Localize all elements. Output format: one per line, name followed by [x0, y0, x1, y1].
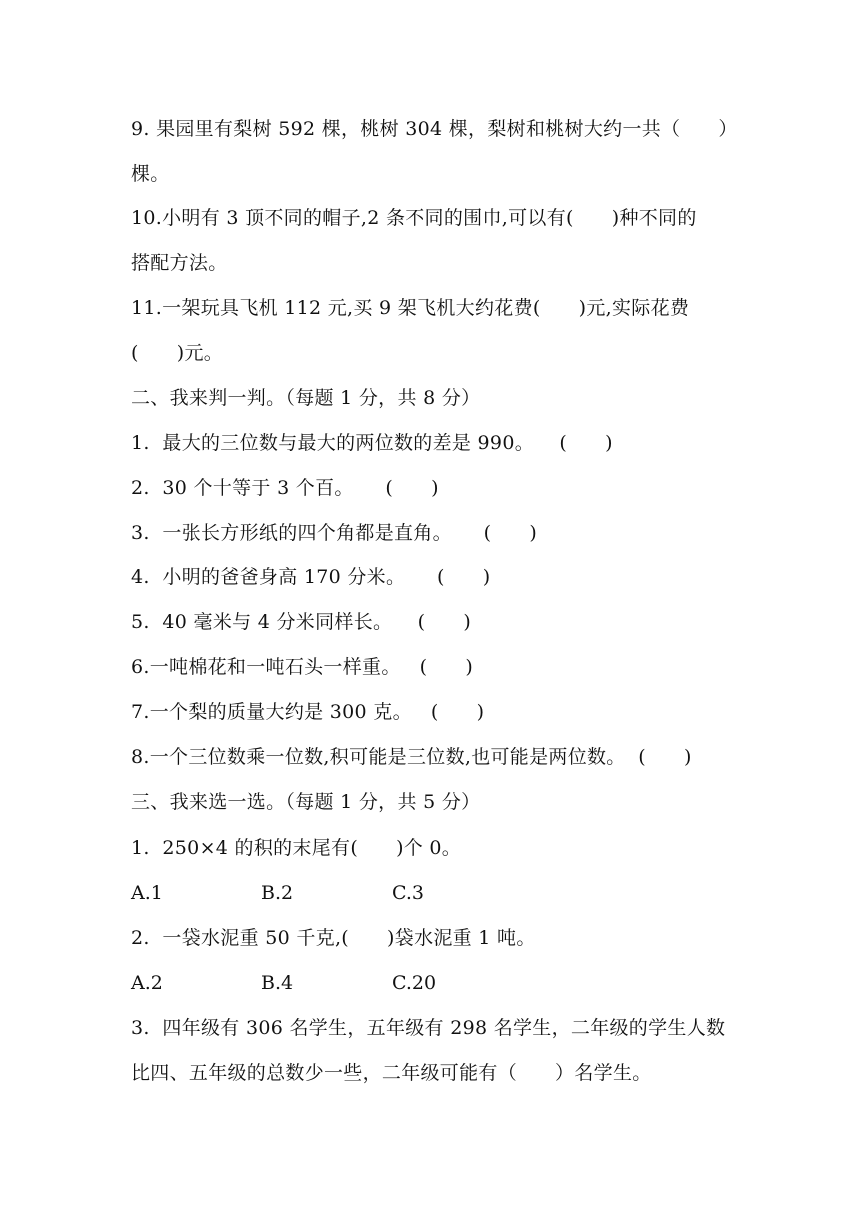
question-9-line-1: 9. 果园里有梨树 592 棵，桃树 304 棵，梨树和桃树大约一共（ ）	[131, 118, 738, 140]
judge-item-4: 4. 小明的爸爸身高 170 分米。 ( )	[131, 566, 491, 588]
judge-item-8: 8.一个三位数乘一位数,积可能是三位数,也可能是两位数。 ( )	[131, 746, 692, 768]
judge-item-1: 1. 最大的三位数与最大的两位数的差是 990。 ( )	[131, 432, 613, 454]
section-judge-heading: 二、我来判一判。（每题 1 分，共 8 分）	[131, 387, 481, 409]
judge-item-6: 6.一吨棉花和一吨石头一样重。 ( )	[131, 656, 474, 678]
choose-q1-option-c: C.3	[392, 882, 424, 904]
judge-item-7: 7.一个梨的质量大约是 300 克。 ( )	[131, 701, 485, 723]
choose-question-2: 2. 一袋水泥重 50 千克,( )袋水泥重 1 吨。	[131, 927, 536, 949]
choose-q2-option-a: A.2	[131, 972, 163, 994]
choose-q2-option-c: C.20	[392, 972, 437, 994]
choose-q2-option-b: B.4	[261, 972, 294, 994]
section-choose-heading: 三、我来选一选。（每题 1 分，共 5 分）	[131, 791, 481, 813]
question-10-line-1: 10.小明有 3 顶不同的帽子,2 条不同的围巾,可以有( )种不同的	[131, 207, 697, 229]
judge-item-3: 3. 一张长方形纸的四个角都是直角。 ( )	[131, 522, 538, 544]
choose-question-3-line-1: 3. 四年级有 306 名学生，五年级有 298 名学生，二年级的学生人数	[131, 1017, 726, 1039]
question-11-line-2: ( )元。	[131, 342, 224, 364]
choose-question-1: 1. 250×4 的积的末尾有( )个 0。	[131, 837, 462, 859]
choose-q1-option-a: A.1	[131, 882, 163, 904]
question-10-line-2: 搭配方法。	[131, 252, 228, 274]
judge-item-5: 5. 40 毫米与 4 分米同样长。 ( )	[131, 611, 472, 633]
question-9-line-2: 棵。	[131, 163, 170, 185]
choose-q1-option-b: B.2	[261, 882, 294, 904]
question-11-line-1: 11.一架玩具飞机 112 元,买 9 架飞机大约花费( )元,实际花费	[131, 297, 690, 319]
choose-question-3-line-2: 比四、五年级的总数少一些，二年级可能有（ ）名学生。	[131, 1062, 652, 1084]
judge-item-2: 2. 30 个十等于 3 个百。 ( )	[131, 477, 439, 499]
